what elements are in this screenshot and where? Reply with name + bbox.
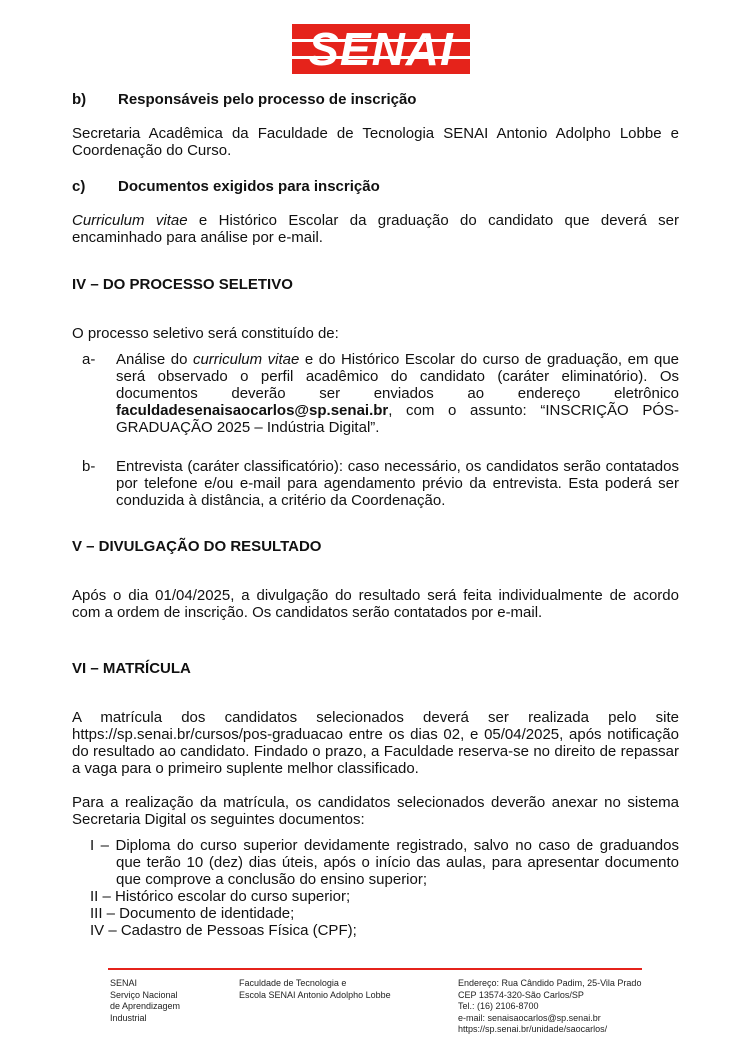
section-vi-title: VI – MATRÍCULA <box>72 660 191 677</box>
selection-item-a <box>82 351 679 436</box>
section-b-label: b) <box>72 91 87 108</box>
footer-senai <box>110 978 180 1024</box>
section-iv-title: IV – DO PROCESSO SELETIVO <box>72 276 293 293</box>
footer-phone: Tel.: (16) 2106-8700 <box>458 1001 539 1011</box>
section-c-rest: e Histórico Escolar da graduação do candidato que deverá ser encaminhado para análise por e-mail. <box>72 212 679 246</box>
section-c-label: c) <box>72 178 86 195</box>
item-b-text: Entrevista (caráter classificatório): caso necessário, os candidatos serão contatados por telefone e/ou e-mail para agendamento prévio da entrevista. Esta poderá ser conduzida à distância, a critério da Coordenação. <box>116 458 679 509</box>
logo-text: SENAI <box>308 23 454 75</box>
section-v-title: V – DIVULGAÇÃO DO RESULTADO <box>72 538 322 555</box>
item-a-email: faculdadesenaisaocarlos@sp.senai.br <box>116 402 389 419</box>
footer-website: https://sp.senai.br/unidade/saocarlos/ <box>458 1024 608 1034</box>
section-c-italic: Curriculum vitae <box>72 212 188 229</box>
doc-item: IV – Cadastro de Pessoas Física (CPF); <box>90 922 357 939</box>
section-c-heading <box>72 178 679 195</box>
footer-line: SENAI <box>110 978 138 988</box>
footer-line: de Aprendizagem <box>110 1001 181 1011</box>
footer-cep: CEP 13574-320-São Carlos/SP <box>458 989 584 1000</box>
section-v-text: Após o dia 01/04/2025, a divulgação do resultado será feita individualmente de acordo com a ordem de inscrição. Os candidatos serão contatados por e-mail. <box>72 587 679 621</box>
item-a-text <box>116 351 679 436</box>
doc-item: III – Documento de identidade; <box>90 905 295 922</box>
item-a-part1: Análise do <box>116 351 193 368</box>
footer-line: Serviço Nacional <box>110 989 178 1000</box>
section-b-text: Secretaria Acadêmica da Faculdade de Tecnologia SENAI Antonio Adolpho Lobbe e Coordenação do Curso. <box>72 125 679 159</box>
footer-divider <box>108 968 642 970</box>
item-a-part2: e do Histórico Escolar do curso de graduação, em que será observado o perfil acadêmico do candidato (caráter eliminatório). Os documentos deverão ser enviados ao endereço eletrônico <box>116 351 680 402</box>
item-a-part3: , com o assunto: “INSCRIÇÃO PÓS-GRADUAÇÃO 2025 – Indústria Digital”. <box>116 402 679 436</box>
selection-item-b <box>82 458 679 509</box>
section-c-title: Documentos exigidos para inscrição <box>118 178 380 195</box>
footer-line: Faculdade de Tecnologia e <box>239 978 347 988</box>
doc-item: II – Histórico escolar do curso superior; <box>90 888 351 905</box>
required-documents-list <box>90 837 679 939</box>
section-vi-paragraph1: A matrícula dos candidatos selecionados deverá ser realizada pelo site https://sp.senai.br/cursos/pos-graduacao entre os dias 02, e 05/04/2025, após notificação do resultado ao candidato. Findado o prazo, a Faculdade reserva-se no direito de repassar a vaga para o primeiro suplente melhor classificado. <box>72 709 679 777</box>
footer-email: e-mail: senaisaocarlos@sp.senai.br <box>458 1012 601 1023</box>
footer-contact <box>458 978 641 1036</box>
section-vi-paragraph2: Para a realização da matrícula, os candidatos selecionados deverão anexar no sistema Secretaria Digital os seguintes documentos: <box>72 794 679 828</box>
footer-line: Escola SENAI Antonio Adolpho Lobbe <box>239 989 391 1000</box>
footer-line: Industrial <box>110 1012 147 1023</box>
doc-item: I – Diploma do curso superior devidamente registrado, salvo no caso de graduandos que terão 10 (dez) dias úteis, após o início das aulas, para apresentar documento que comprove a conclusão do ensino superior; <box>90 837 679 888</box>
section-b-heading <box>72 91 679 108</box>
senai-logo <box>292 24 470 74</box>
footer-school <box>239 978 391 1001</box>
item-a-marker: a- <box>82 351 96 368</box>
footer-address: Endereço: Rua Cândido Padim, 25-Vila Prado <box>458 978 642 988</box>
item-a-italic: curriculum vitae <box>192 351 300 368</box>
section-b-title: Responsáveis pelo processo de inscrição <box>118 91 417 108</box>
item-b-marker: b- <box>82 458 96 475</box>
section-c-text <box>72 212 679 246</box>
section-iv-intro: O processo seletivo será constituído de: <box>72 325 339 342</box>
